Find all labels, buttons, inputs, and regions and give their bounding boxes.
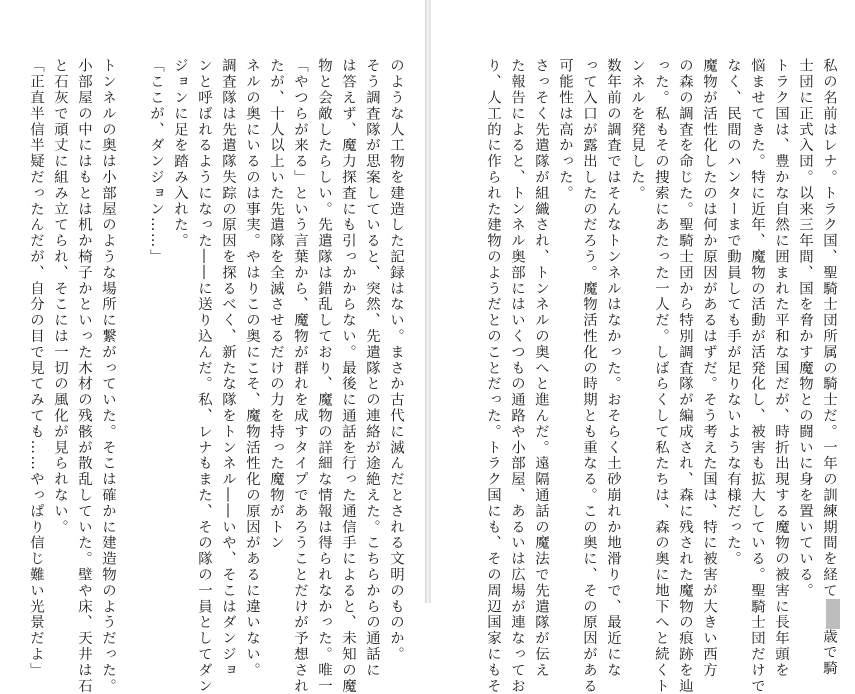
text-column: 「やつらが来る」という言葉から、魔物が群れを成すタイプであろうことだけが予想され [292,58,308,694]
text-column: 数年前の調査ではそんなトンネルはなかった。おそらく土砂崩れか地滑りで、最近にな [605,58,621,679]
text-column: なく、民間のハンターまで動員しても手が足りないような有様だった。 [725,58,741,567]
text-column [820,58,840,676]
text-column: そう調査隊が思案していると、突然、先遣隊との連絡が途絶えた。こちらからの通話に [364,58,380,679]
text-column: た報告によると、トンネル奥部にはいくつもの通路や小部屋、あるいは広場が連なってお [509,58,525,694]
text-column: さっそく先遣隊が組織され、トンネルの奥へと進んだ。遠隔通話の魔法で先遣隊が伝え [533,58,549,679]
text-column: ンと呼ばれるようになった――に送り込んだ。私、レナもまた、その隊の一員としてダン [196,58,212,694]
text-column: たが、十人以上いた先遣隊を全滅させるだけの力を持った魔物がトン [268,58,284,551]
text-column: のような人工物を建造した記録はない。まさか古代に滅んだとされる文明のものか。 [388,58,404,663]
text-column: ジョンに足を踏み入れた。 [172,58,188,249]
redacted-age-mark [826,599,840,629]
text-column: 士団に正式入団。以来三年間、国を脅かす魔物との闘いに身を置いている。 [797,58,813,599]
text-column: の森の調査を命じた。聖騎士団から特別調査隊が編成され、森に残された魔物の痕跡を辿 [677,58,693,694]
text-column: 「ここが、ダンジョン……」 [148,58,164,265]
text-column: 悩ませてきた。特に近年、魔物の活動が活発化し、被害も拡大している。聖騎士団だけで [749,58,765,694]
text-column: って入口が露出したのだろう。魔物活性化の時期とも重なる。この奥に、その原因がある [581,58,597,694]
text-column: 可能性は高かった。 [557,58,573,202]
left-page [0,0,425,694]
text-column: トンネルの奥は小部屋のような場所に繋がっていた。そこは確かに建造物のようだった。 [100,58,116,694]
text-column: り、人工的に作られた建物のようだとのことだった。トラク国にも、その周辺国家にもそ [485,58,501,694]
text-column: 小部屋の中にはもとは机か椅子かといった木材の残骸が散乱していた。壁や床、天井は石 [76,58,92,694]
text-column: ネルの奥にいるのは事実。やはりこの奥にこそ、魔物活性化の原因があるに違いない。 [244,58,260,679]
text-column: 魔物が活性化したのは何か原因があるはずだ。そう考えた国は、特に被害が大きい西方 [701,58,717,679]
text-column: ンネルを発見した。 [629,58,645,202]
text-column: トラク国は、豊かな自然に囲まれた平和な国だが、時折出現する魔物の被害に長年頭を [773,58,789,679]
age-suffix: 歳で騎 [821,628,837,677]
text-column: った。私もその捜索にあたった一人だ。しばらくして私たちは、森の奥に地下へと続くト [653,58,669,694]
text-column: 物と会敵したらしい。先遣隊は錯乱しており、魔物の詳細な情報は得られなかった。唯一 [316,58,332,694]
text-column: 「正直半信半疑だったんだが、自分の目で見てみても……やっぱり信じ難い光景だよ」 [28,58,44,679]
text-column: 調査隊は先遣隊失踪の原因を探るべく、新たな隊をトンネル――いや、そこはダンジョ [220,58,236,679]
text-column: と石灰で頑丈に組み立てられ、そこには一切の風化が見られない。 [52,58,68,535]
right-page [431,0,855,694]
text-column: は答えず、魔力探査にも引っかからない。最後に通話を行った通信手によると、未知の魔 [340,58,356,694]
text-column-main: 私の名前はレナ。トラク国、聖騎士団所属の騎士だ。一年の訓練期間を経て [821,58,837,599]
